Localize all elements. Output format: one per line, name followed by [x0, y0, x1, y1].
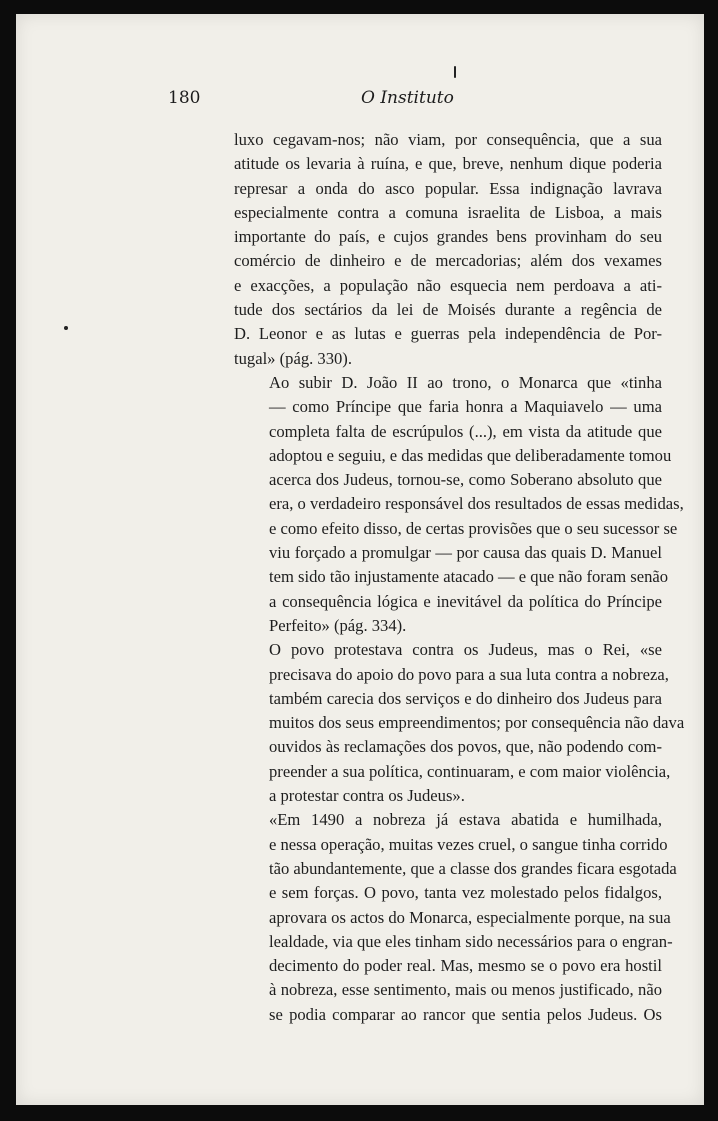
- text-line: ouvidos às reclamações dos povos, que, não podendo com-: [269, 737, 662, 757]
- text-line: Perfeito» (pág. 334).: [269, 615, 407, 635]
- text-line: comércio de dinheiro e de mercadorias; além dos vexames: [234, 251, 662, 271]
- text-line: preender a sua política, continuaram, e com maior violência,: [269, 761, 671, 781]
- book-page: [16, 14, 704, 1105]
- text-line: e exacções, a população não esquecia nem perdoava a ati-: [234, 275, 662, 295]
- text-line: — como Príncipe que faria honra a Maquiavelo — uma: [269, 397, 662, 417]
- text-line: acerca dos Judeus, tornou-se, como Soberano absoluto que: [269, 470, 662, 490]
- text-line: especialmente contra a comuna israelita de Lisboa, a mais: [234, 202, 662, 222]
- text-line: se podia comparar ao rancor que sentia pelos Judeus. Os: [269, 1004, 662, 1024]
- text-line: tão abundantemente, que a classe dos grandes ficara esgotada: [269, 858, 677, 878]
- paragraph: [234, 128, 662, 371]
- text-line: «Em 1490 a nobreza já estava abatida e humilhada,: [269, 810, 662, 830]
- text-line: era, o verdadeiro responsável dos resultados de essas medidas,: [269, 494, 684, 514]
- text-line: tude dos sectários da lei de Moisés durante a regência de: [234, 300, 662, 320]
- text-line: tugal» (pág. 330).: [234, 348, 352, 368]
- text-line: O povo protestava contra os Judeus, mas o Rei, «se: [269, 640, 662, 660]
- text-line: também carecia dos serviços e do dinheiro dos Judeus para: [269, 688, 662, 708]
- paragraph: [234, 808, 677, 1027]
- text-line: importante do país, e cujos grandes bens provinham do seu: [234, 227, 662, 247]
- text-line: completa falta de escrúpulos (...), em vista da atitude que: [269, 421, 662, 441]
- scan-speck: [454, 66, 456, 78]
- text-line: aprovara os actos do Monarca, especialmente porque, na sua: [269, 907, 671, 927]
- text-line: muitos dos seus empreendimentos; por consequência não dava: [269, 713, 685, 733]
- text-line: e nessa operação, muitas vezes cruel, o sangue tinha corrido: [269, 834, 668, 854]
- text-line: precisava do apoio do povo para a sua luta contra a nobreza,: [269, 664, 669, 684]
- body-text: [234, 128, 685, 1027]
- text-line: a protestar contra os Judeus».: [269, 786, 465, 806]
- text-line: luxo cegavam-nos; não viam, por consequência, que a sua: [234, 130, 662, 149]
- text-line: D. Leonor e as lutas e guerras pela independência de Por-: [234, 324, 662, 344]
- text-line: represar a onda do asco popular. Essa indignação lavrava: [234, 178, 662, 198]
- text-line: a consequência lógica e inevitável da política do Príncipe: [269, 591, 662, 611]
- text-line: à nobreza, esse sentimento, mais ou menos justificado, não: [269, 980, 662, 1000]
- text-line: lealdade, via que eles tinham sido necessários para o engran-: [269, 931, 673, 951]
- text-line: tem sido tão injustamente atacado — e que não foram senão: [269, 567, 669, 587]
- page-number: 180: [168, 88, 201, 108]
- text-line: decimento do poder real. Mas, mesmo se o povo era hostil: [269, 956, 662, 976]
- paragraph: [234, 638, 685, 808]
- paragraph: [234, 371, 684, 638]
- text-line: Ao subir D. João II ao trono, o Monarca que «tinha: [269, 372, 662, 392]
- text-line: e sem forças. O povo, tanta vez molestado pelos fidalgos,: [269, 883, 662, 903]
- text-line: adoptou e seguiu, e das medidas que deliberadamente tomou: [269, 445, 672, 465]
- text-line: atitude os levaria à ruína, e que, breve, nenhum dique poderia: [234, 154, 662, 174]
- text-line: viu forçado a promulgar — por causa das quais D. Manuel: [269, 543, 662, 563]
- scan-speck: [64, 326, 68, 330]
- running-title: O Instituto: [361, 88, 454, 108]
- text-line: e como efeito disso, de certas provisões que o seu sucessor se: [269, 518, 678, 538]
